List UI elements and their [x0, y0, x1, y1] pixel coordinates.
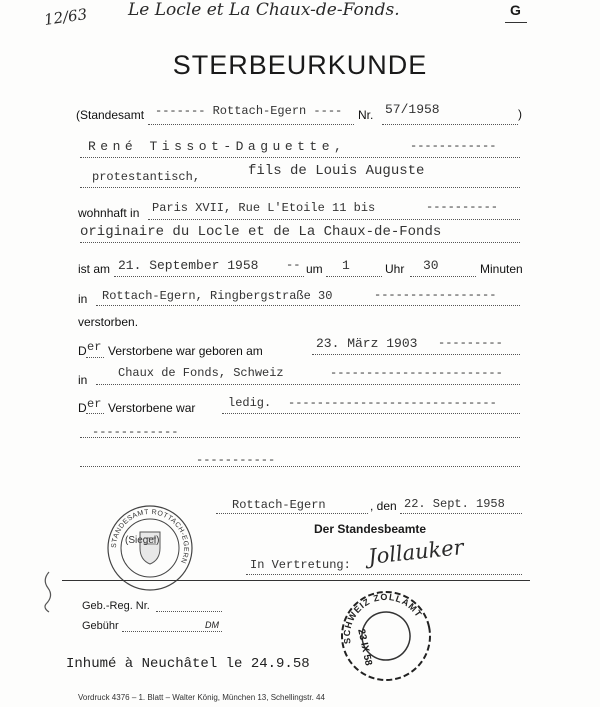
official-seal: [106, 504, 194, 592]
fee-label: Gebühr: [82, 620, 119, 632]
status-value: ledig.: [228, 396, 272, 410]
corner-underline: [505, 22, 527, 23]
standesamt-line: [148, 124, 354, 125]
minutes-line: [410, 276, 476, 277]
status-gender-line: [86, 413, 104, 414]
standesamt-label: (Standesamt: [76, 108, 145, 122]
birth-gender: er: [87, 340, 102, 354]
death-place-line: [96, 305, 520, 306]
top-handwriting: Le Locle et La Chaux-de-Fonds.: [128, 0, 400, 20]
customs-stamp: [329, 579, 443, 693]
status-extra-2: -----------: [196, 453, 276, 467]
origin-line: [80, 242, 520, 243]
issue-date-line: [400, 513, 522, 514]
standesamt-value: ------- Rottach-Egern ----: [155, 104, 343, 118]
death-date: 21. September 1958: [118, 258, 259, 273]
death-date-label: ist am: [78, 262, 111, 276]
birth-label: Verstorbene war geboren am: [108, 344, 263, 358]
residence-value: Paris XVII, Rue L'Etoile 11 bis: [152, 201, 376, 215]
birth-place-fill: ------------------------: [330, 366, 503, 380]
birth-gender-line: [86, 357, 104, 358]
reg-label: Geb.-Reg. Nr.: [82, 600, 150, 612]
birth-label-d: D: [78, 344, 87, 358]
corner-letter: G: [510, 2, 521, 18]
page-title: STERBEURKUNDE: [172, 50, 428, 80]
status-value-fill: -----------------------------: [288, 396, 497, 410]
separator-line: [62, 580, 530, 581]
nr-label: Nr.: [358, 108, 374, 122]
reg-line: [156, 611, 222, 612]
fee-value: DM: [205, 620, 219, 630]
minuten-label: Minuten: [480, 262, 523, 276]
residence-fill: ----------: [426, 200, 499, 214]
stamp-text: SCHWEIZ ZOLLAMT: [341, 591, 425, 645]
issue-place-line: [216, 513, 368, 514]
birth-place: Chaux de Fonds, Schweiz: [118, 366, 284, 380]
header-close: ): [518, 107, 522, 121]
margin-mark: [40, 570, 58, 614]
um-label: um: [306, 262, 323, 276]
birth-date: 23. März 1903: [316, 336, 418, 351]
death-place: Rottach-Egern, Ringbergstraße 30: [102, 289, 333, 303]
status-line: [222, 413, 520, 414]
nr-line: [382, 124, 518, 125]
official-signature: Jollauker: [367, 535, 465, 569]
status-gender: er: [87, 397, 102, 411]
death-date-fill: --: [286, 258, 301, 272]
den-label: , den: [370, 499, 397, 513]
status-extra-line-2: [80, 466, 520, 467]
uhr-label: Uhr: [385, 262, 405, 276]
status-label-d: D: [78, 401, 87, 415]
status-extra-1: ------------: [92, 425, 179, 439]
death-hour: 1: [342, 258, 350, 273]
issue-date: 22. Sept. 1958: [404, 497, 505, 511]
verstorben-label: verstorben.: [78, 315, 139, 329]
death-place-label: in: [78, 292, 88, 306]
birth-date-fill: ---------: [438, 336, 503, 350]
deputy-label: In Vertretung:: [250, 558, 351, 572]
footer-imprint: Vordruck 4376 – 1. Blatt – Walter König, München 13, Schellingstr. 44: [78, 693, 325, 702]
nr-value: 57/1958: [385, 102, 440, 117]
seal-center: (Siegel): [125, 535, 160, 546]
name-line: [80, 157, 520, 158]
status-extra-line-1: [80, 437, 520, 438]
stamp-date: 23 IX 58: [355, 628, 374, 667]
death-date-line: [114, 276, 304, 277]
top-left-mark: 12/63: [42, 5, 89, 29]
fee-line: [122, 631, 222, 632]
death-minutes: 30: [423, 258, 439, 273]
residence-label: wohnhaft in: [78, 206, 140, 220]
birth-place-line: [96, 384, 520, 385]
status-label: Verstorbene war: [108, 401, 196, 415]
person-name-fill: ------------: [410, 139, 497, 153]
signature-line: [246, 574, 522, 575]
birth-date-line: [312, 354, 520, 355]
official-title: Der Standesbeamte: [314, 522, 427, 536]
origin-value: originaire du Locle et de La Chaux-de-Fonds: [80, 224, 442, 240]
seal-text: STANDESAMT ROTTACH-EGERN: [110, 508, 190, 565]
person-religion: protestantisch,: [92, 170, 201, 184]
svg-text:SCHWEIZ ZOLLAMT: [334, 584, 427, 645]
person-parent: fils de Louis Auguste: [248, 163, 425, 179]
religion-line: [80, 187, 520, 188]
hour-line: [326, 276, 382, 277]
birth-place-label: in: [78, 373, 88, 387]
residence-line: [148, 219, 520, 220]
burial-note: Inhumé à Neuchâtel le 24.9.58: [66, 656, 310, 672]
death-place-fill: -----------------: [374, 288, 497, 302]
issue-place: Rottach-Egern: [232, 498, 326, 512]
person-name: René Tissot-Daguette,: [88, 139, 347, 154]
